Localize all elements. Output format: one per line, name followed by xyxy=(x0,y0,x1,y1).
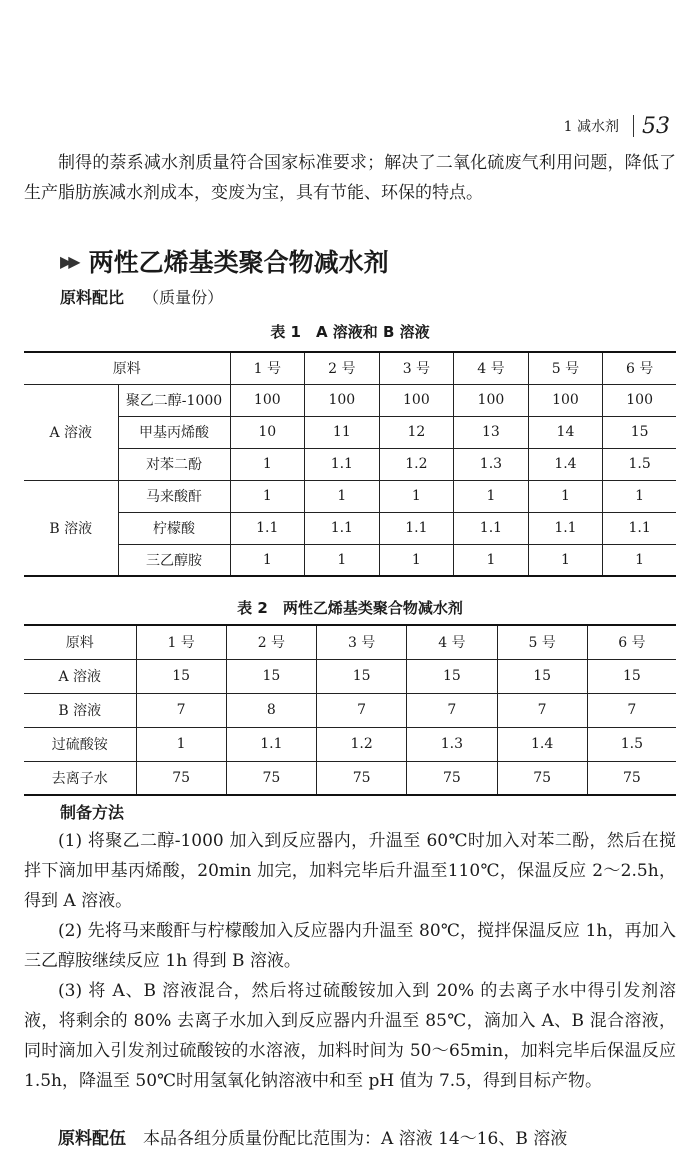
formula-label-text: 原料配比 xyxy=(60,288,125,307)
table1-header-row xyxy=(24,352,676,384)
table-row xyxy=(24,480,676,512)
table-row xyxy=(24,659,676,693)
table-row xyxy=(24,693,676,727)
cell: 15 xyxy=(226,659,316,693)
cell: 100 xyxy=(230,384,305,416)
item-name: 过硫酸铵 xyxy=(24,727,136,761)
cell: 1.1 xyxy=(226,727,316,761)
item-name: 对苯二酚 xyxy=(118,448,230,480)
cell: 7 xyxy=(317,693,407,727)
item-name: 甲基丙烯酸 xyxy=(118,416,230,448)
cell: 14 xyxy=(528,416,603,448)
cell: 1.1 xyxy=(454,512,529,544)
table-row xyxy=(24,384,676,416)
table1 xyxy=(24,351,676,577)
cell: 1 xyxy=(454,480,529,512)
cell: 1 xyxy=(454,544,529,576)
range-paragraph xyxy=(24,1124,676,1154)
table1-header-cell: 3 号 xyxy=(379,352,454,384)
range-label: 原料配伍 xyxy=(58,1129,126,1149)
cell: 1.1 xyxy=(379,512,454,544)
table-row xyxy=(24,448,676,480)
method-step-3: (3) 将 A、B 溶液混合，然后将过硫酸铵加入到 20% 的去离子水中得引发剂溶液，将剩余的 80% 去离子水加入到反应器内升温至 85℃，滴加入 A、B 混合溶液，同时滴加入引发剂过硫酸铵的水溶液，加料时间为 50～65min，加料完毕后保温反应 1.5h，降温至 50℃时用氢氧化钠溶液中和至 pH 值为 7.5，得到目标产物。 xyxy=(24,981,676,1091)
cell: 1.1 xyxy=(230,512,305,544)
cell: 1 xyxy=(230,480,305,512)
cell: 1 xyxy=(603,544,676,576)
formula-label xyxy=(60,285,223,308)
cell: 75 xyxy=(136,761,226,795)
cell: 1.1 xyxy=(528,512,603,544)
cell: 1.1 xyxy=(305,448,380,480)
cell: 1 xyxy=(230,448,305,480)
cell: 1 xyxy=(528,544,603,576)
cell: 1 xyxy=(305,544,380,576)
header-divider xyxy=(633,115,634,137)
table2-header-cell: 2 号 xyxy=(226,625,316,659)
table-row xyxy=(24,761,676,795)
table2-header-cell: 6 号 xyxy=(587,625,676,659)
item-name: A 溶液 xyxy=(24,659,136,693)
cell: 75 xyxy=(407,761,497,795)
cell: 1.2 xyxy=(379,448,454,480)
range-text: 本品各组分质量份配比范围为：A 溶液 14～16、B 溶液 xyxy=(143,1129,568,1149)
table-row xyxy=(24,512,676,544)
chapter-title: 1 减水剂 xyxy=(563,119,619,135)
table1-header-cell: 6 号 xyxy=(603,352,676,384)
table2-header-cell: 5 号 xyxy=(497,625,587,659)
cell: 15 xyxy=(407,659,497,693)
table2-header-cell: 1 号 xyxy=(136,625,226,659)
cell: 1.4 xyxy=(497,727,587,761)
cell: 75 xyxy=(587,761,676,795)
table1-header-cell: 4 号 xyxy=(454,352,529,384)
cell: 1.2 xyxy=(317,727,407,761)
table1-header-cell: 5 号 xyxy=(528,352,603,384)
cell: 15 xyxy=(136,659,226,693)
table-row xyxy=(24,544,676,576)
cell: 1.5 xyxy=(603,448,676,480)
page-header xyxy=(564,112,670,140)
table2-header-row xyxy=(24,625,676,659)
cell: 8 xyxy=(226,693,316,727)
cell: 7 xyxy=(407,693,497,727)
formula-unit: （质量份） xyxy=(143,288,224,307)
table1-header-cell: 2 号 xyxy=(305,352,380,384)
table1-caption: 表 1 A 溶液和 B 溶液 xyxy=(270,323,430,341)
cell: 1 xyxy=(305,480,380,512)
item-name: 聚乙二醇-1000 xyxy=(118,384,230,416)
table-row xyxy=(24,727,676,761)
cell: 100 xyxy=(454,384,529,416)
cell: 13 xyxy=(454,416,529,448)
cell: 1.5 xyxy=(587,727,676,761)
cell: 1.4 xyxy=(528,448,603,480)
method-title xyxy=(60,800,124,823)
table1-header-cell: 1 号 xyxy=(230,352,305,384)
cell: 1.3 xyxy=(454,448,529,480)
cell: 75 xyxy=(226,761,316,795)
table2 xyxy=(24,624,676,796)
table2-header-cell: 3 号 xyxy=(317,625,407,659)
cell: 100 xyxy=(305,384,380,416)
cell: 100 xyxy=(528,384,603,416)
table1-header-cell: 原料 xyxy=(24,352,230,384)
item-name: 三乙醇胺 xyxy=(118,544,230,576)
double-arrow-icon: ▶▶ xyxy=(60,251,77,271)
cell: 1 xyxy=(528,480,603,512)
cell: 15 xyxy=(317,659,407,693)
cell: 100 xyxy=(603,384,676,416)
cell: 100 xyxy=(379,384,454,416)
item-name: B 溶液 xyxy=(24,693,136,727)
intro-paragraph: 制得的萘系减水剂质量符合国家标准要求；解决了二氧化硫废气利用问题，降低了生产脂肪族减水剂成本，变废为宝，具有节能、环保的特点。 xyxy=(24,153,676,203)
cell: 1 xyxy=(230,544,305,576)
cell: 1 xyxy=(379,544,454,576)
cell: 15 xyxy=(603,416,676,448)
group-name: A 溶液 xyxy=(24,384,118,480)
item-name: 马来酸酐 xyxy=(118,480,230,512)
cell: 15 xyxy=(587,659,676,693)
table-row xyxy=(24,416,676,448)
cell: 7 xyxy=(497,693,587,727)
cell: 10 xyxy=(230,416,305,448)
method-step-2: (2) 先将马来酸酐与柠檬酸加入反应器内升温至 80℃，搅拌保温反应 1h，再加入三乙醇胺继续反应 1h 得到 B 溶液。 xyxy=(24,921,676,971)
table2-header-cell: 4 号 xyxy=(407,625,497,659)
cell: 12 xyxy=(379,416,454,448)
section-title-text: 两性乙烯基类聚合物减水剂 xyxy=(88,248,389,277)
cell: 1 xyxy=(603,480,676,512)
table2-header-cell: 原料 xyxy=(24,625,136,659)
cell: 1.1 xyxy=(603,512,676,544)
item-name: 去离子水 xyxy=(24,761,136,795)
cell: 7 xyxy=(587,693,676,727)
cell: 11 xyxy=(305,416,380,448)
cell: 15 xyxy=(497,659,587,693)
method-step-1: (1) 将聚乙二醇-1000 加入到反应器内，升温至 60℃时加入对苯二酚，然后在搅拌下滴加甲基丙烯酸，20min 加完，加料完毕后升温至110℃，保温反应 2～2.5h，得到 A 溶液。 xyxy=(24,831,676,911)
cell: 75 xyxy=(497,761,587,795)
page-number: 53 xyxy=(642,113,670,139)
cell: 1 xyxy=(379,480,454,512)
table2-caption: 表 2 两性乙烯基类聚合物减水剂 xyxy=(237,599,463,617)
cell: 7 xyxy=(136,693,226,727)
method-title-text: 制备方法 xyxy=(60,803,125,822)
cell: 1.3 xyxy=(407,727,497,761)
section-title xyxy=(60,243,389,279)
cell: 1.1 xyxy=(305,512,380,544)
cell: 75 xyxy=(317,761,407,795)
item-name: 柠檬酸 xyxy=(118,512,230,544)
cell: 1 xyxy=(136,727,226,761)
group-name: B 溶液 xyxy=(24,480,118,576)
